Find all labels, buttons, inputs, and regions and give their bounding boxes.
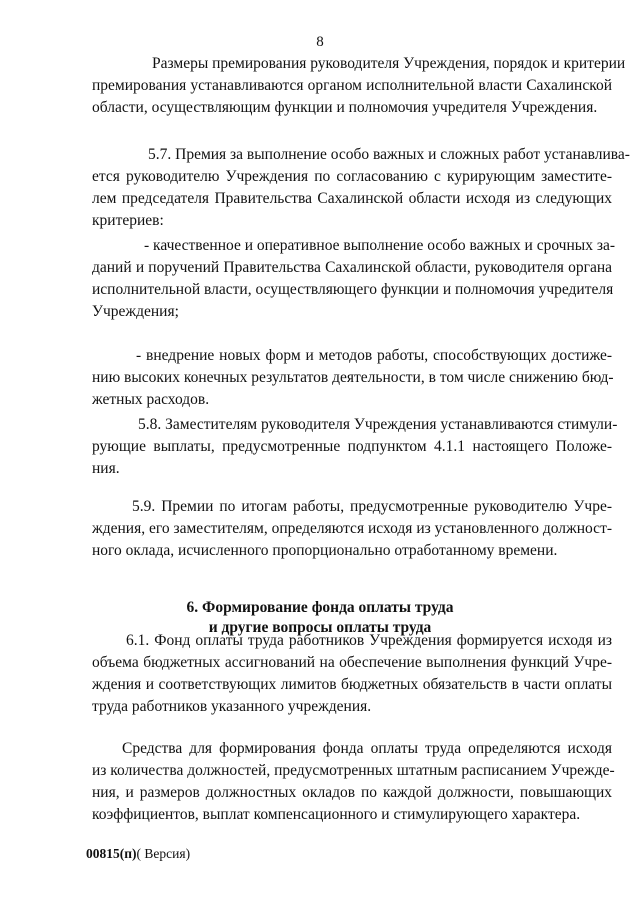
text-line: ждения и соответствующих лимитов бюджетных обязательств в части оплаты	[92, 676, 612, 693]
text-line: из количества должностей, предусмотренных штатным расписанием Учрежде-	[92, 762, 615, 779]
text-line: области, осуществляющим функции и полномочия учредителя Учреждения.	[92, 99, 598, 116]
text-line: Средства для формирования фонда оплаты труда определяются исходя	[122, 740, 612, 757]
text-line: объема бюджетных ассигнований на обеспечение выполнения функций Учре-	[92, 654, 612, 671]
text-line: 5.7. Премия за выполнение особо важных и сложных работ устанавлива-	[148, 146, 630, 163]
text-line: ется руководителю Учреждения по согласованию с курирующим заместите-	[92, 168, 612, 185]
document-version: ( Версия)	[136, 846, 191, 861]
text-line: жетных расходов.	[92, 391, 210, 408]
text-line: нию высоких конечных результатов деятельности, в том числе снижению бюд-	[92, 369, 614, 386]
text-line: 6.1. Фонд оплаты труда работников Учреждения формируется исходя из	[126, 632, 612, 649]
text-line: ждения, его заместителям, определяются исходя из установленного должност-	[92, 520, 612, 537]
paragraph-criterion-innovation	[92, 345, 612, 411]
paragraph-funding-sources	[92, 738, 615, 826]
text-line: исполнительной власти, осуществляющего функции и полномочия учредителя	[92, 281, 614, 298]
page-number: 8	[316, 34, 324, 50]
document-code: 00815(п)	[86, 846, 137, 861]
text-line: рующие выплаты, предусмотренные подпунктом 4.1.1 настоящего Положе-	[92, 438, 612, 455]
paragraph-5-9	[92, 496, 612, 562]
text-line: - внедрение новых форм и методов работы, способствующих достиже-	[136, 347, 612, 364]
text-line: ния.	[92, 460, 120, 477]
text-line: премирования устанавливаются органом исполнительной власти Сахалинской	[92, 77, 612, 94]
text-line: 5.8. Заместителям руководителя Учреждения устанавливаются стимули-	[138, 416, 618, 433]
text-line: Учреждения;	[92, 303, 179, 320]
paragraph-5-7	[92, 144, 630, 232]
paragraph-6-1	[92, 630, 612, 718]
text-line: - качественное и оперативное выполнение особо важных и срочных за-	[144, 237, 615, 254]
text-line: ного оклада, исчисленного пропорционально отработанному времени.	[92, 542, 558, 559]
text-line: даний и поручений Правительства Сахалинской области, руководителя органа	[92, 259, 612, 276]
text-line: ния, и размеров должностных окладов по каждой должности, повышающих	[92, 784, 612, 801]
text-line: Размеры премирования руководителя Учреждения, порядок и критерии	[152, 55, 626, 72]
text-line: 5.9. Премии по итогам работы, предусмотренные руководителю Учре-	[132, 498, 612, 515]
paragraph-criterion-quality	[92, 235, 615, 323]
document-footer	[86, 846, 190, 862]
text-line: критериев:	[92, 212, 164, 229]
paragraph-premium-sizes	[92, 53, 626, 119]
text-line: коэффициентов, выплат компенсационного и стимулирующего характера.	[92, 806, 581, 823]
section-heading-line: 6. Формирование фонда оплаты труда	[186, 599, 454, 616]
section-heading-line: и другие вопросы оплаты труда	[208, 619, 432, 636]
paragraph-5-8	[92, 414, 618, 480]
text-line: труда работников указанного учреждения.	[92, 698, 372, 715]
text-line: лем председателя Правительства Сахалинской области исходя из следующих	[92, 190, 612, 207]
